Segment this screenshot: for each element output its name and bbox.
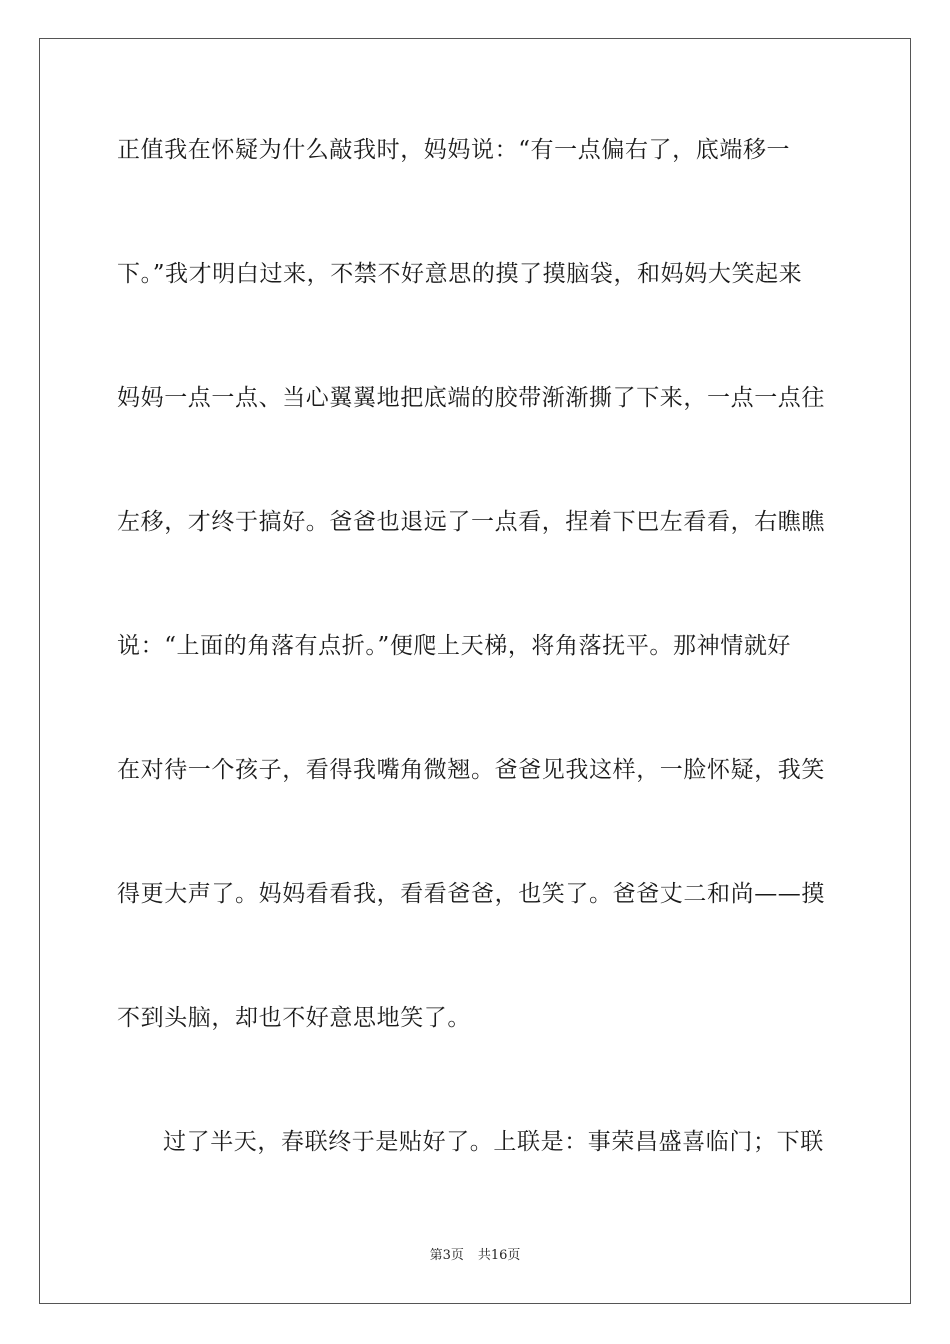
paragraph-line: 正值我在怀疑为什么敲我时，妈妈说：“有一点偏右了，底端移一 [117,137,791,163]
paragraph-line: 下。”我才明白过来，不禁不好意思的摸了摸脑袋，和妈妈大笑起来 [117,261,803,287]
paragraph-first-line: 过了半天，春联终于是贴好了。上联是：事荣昌盛喜临门；下联 [163,1129,824,1155]
paragraph-line: 妈妈一点一点、当心翼翼地把底端的胶带渐渐撕了下来，一点一点往 [117,385,825,411]
paragraph-line: 得更大声了。妈妈看看我，看看爸爸，也笑了。爸爸丈二和尚——摸 [117,881,825,907]
paragraph-line: 在对待一个孩子，看得我嘴角微翘。爸爸见我这样，一脸怀疑，我笑 [117,757,825,783]
page-border [39,38,911,1304]
page-footer [0,1247,950,1265]
paragraph-line: 说：“上面的角落有点折。”便爬上天梯，将角落抚平。那神情就好 [117,633,792,659]
paragraph-line: 不到头脑，却也不好意思地笑了。 [117,1005,471,1031]
paragraph-line: 左移，才终于搞好。爸爸也退远了一点看，捏着下巴左看看，右瞧瞧 [117,509,825,535]
page-total: 共16页 [477,1248,521,1263]
page-number: 第3页 [429,1248,464,1263]
